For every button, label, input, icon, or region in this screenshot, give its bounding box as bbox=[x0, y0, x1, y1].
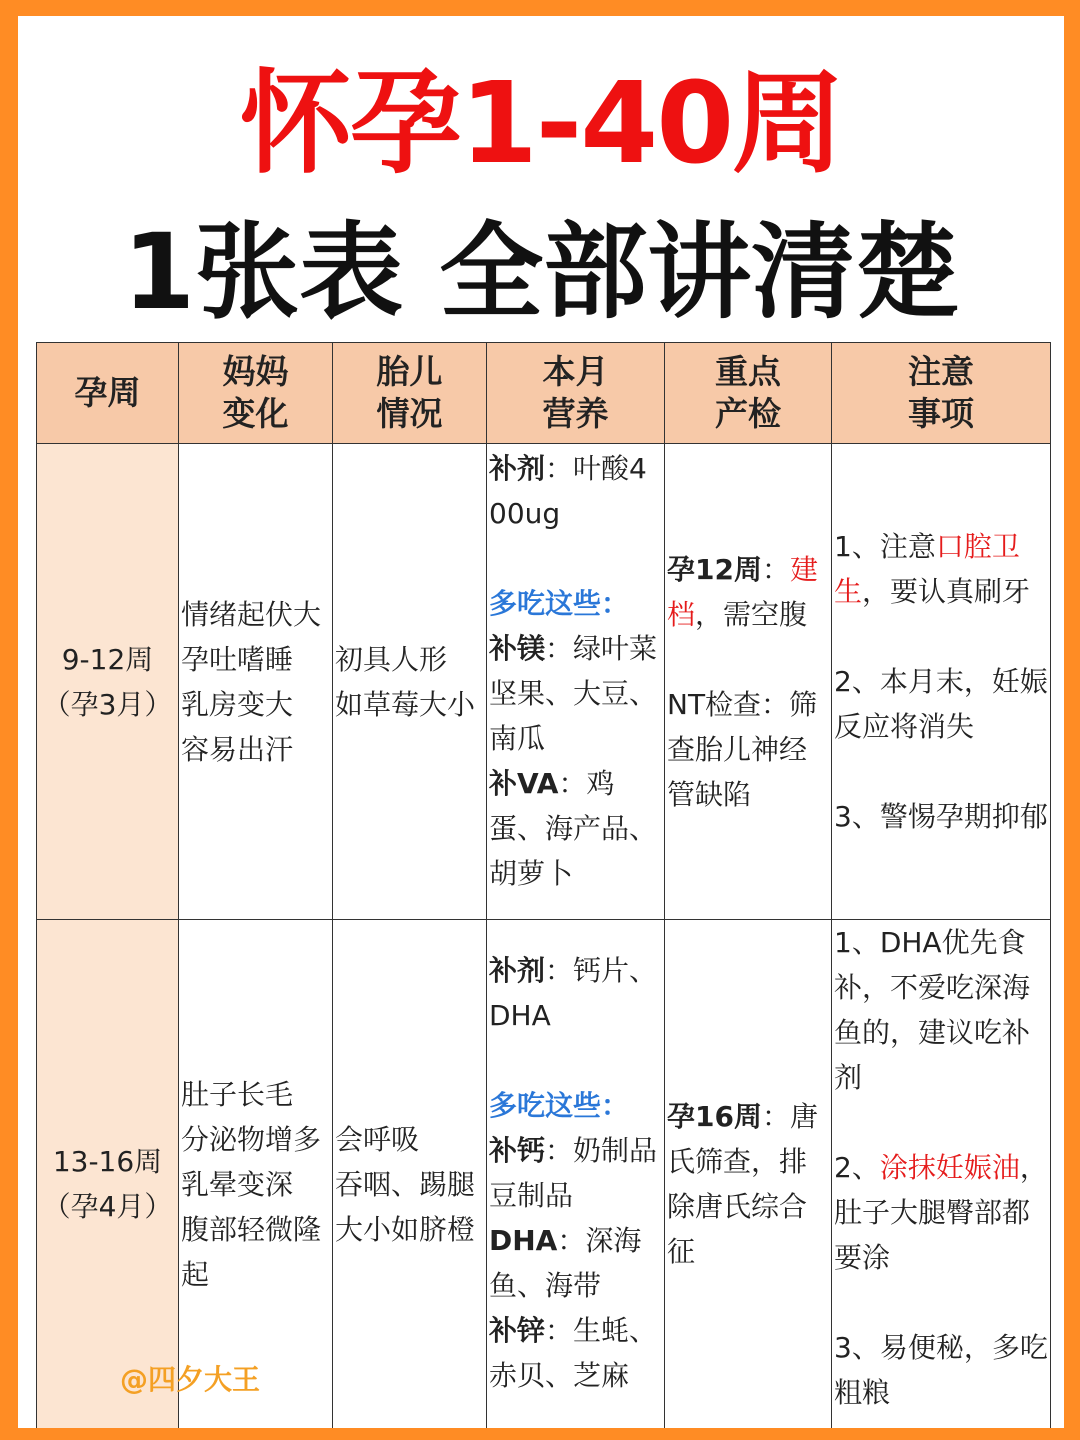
note-item bbox=[834, 524, 1048, 614]
note-text: 3、警惕孕期抑郁 bbox=[834, 800, 1048, 833]
mom-changes-cell: 肚子长毛 分泌物增多 乳晕变深 腹部轻微隆起 bbox=[179, 920, 333, 1429]
supplement-line bbox=[489, 446, 662, 536]
checkup-sep: ： bbox=[761, 552, 790, 586]
baby-status-cell: 会呼吸 吞咽、踢腿 大小如脐橙 bbox=[333, 920, 487, 1429]
nutrient-item bbox=[489, 626, 662, 761]
nutrient-item bbox=[489, 1308, 662, 1398]
note-text: 2、本月末，妊娠反应将消失 bbox=[834, 665, 1048, 743]
baby-status-cell: 初具人形 如草莓大小 bbox=[333, 444, 487, 920]
note-text: 1、注意 bbox=[834, 530, 936, 563]
sub-title: 1张表 全部讲清楚 bbox=[122, 211, 960, 333]
table-row bbox=[37, 920, 1051, 1429]
header-nutrition: 本月 营养 bbox=[487, 343, 665, 444]
nutrient-label: 补镁 bbox=[489, 632, 546, 665]
checkup-cell bbox=[665, 444, 832, 920]
spacer bbox=[834, 1280, 1048, 1325]
nutrient-label: DHA bbox=[489, 1224, 558, 1257]
header-notes: 注意 事项 bbox=[832, 343, 1051, 444]
nutrient-text: ：生蚝、赤贝、芝麻 bbox=[489, 1314, 658, 1392]
checkup-highlight: 建档 bbox=[667, 552, 818, 631]
note-item bbox=[834, 659, 1048, 749]
supplement-text: ：叶酸400ug bbox=[489, 452, 647, 530]
note-text: 3、易便秘，多吃粗粮 bbox=[834, 1331, 1048, 1409]
notes-cell bbox=[832, 444, 1051, 920]
header-baby-status: 胎儿 情况 bbox=[333, 343, 487, 444]
checkup-cell bbox=[665, 920, 832, 1429]
note-item bbox=[834, 920, 1048, 1100]
notes-cell bbox=[832, 920, 1051, 1429]
nutrition-cell bbox=[487, 920, 665, 1429]
note-item bbox=[834, 794, 1048, 839]
header-week: 孕周 bbox=[37, 343, 179, 444]
checkup-line bbox=[667, 547, 829, 637]
main-title: 怀孕1-40周 bbox=[239, 59, 843, 189]
nutrient-label: 补VA bbox=[489, 767, 559, 800]
spacer bbox=[834, 614, 1048, 659]
nutrient-item bbox=[489, 1128, 662, 1218]
eat-more-heading: 多吃这些： bbox=[489, 1089, 630, 1122]
nutrient-label: 补锌 bbox=[489, 1314, 546, 1347]
note-text: ，要认真刷牙 bbox=[862, 575, 1031, 608]
checkup-week-label: 孕16周 bbox=[667, 1100, 762, 1133]
nutrient-item bbox=[489, 761, 662, 896]
nutrition-cell bbox=[487, 444, 665, 920]
nutrient-text: ：绿叶菜坚果、大豆、南瓜 bbox=[489, 632, 658, 755]
checkup-week-label: 孕12周 bbox=[667, 552, 762, 586]
pregnancy-table bbox=[36, 342, 1051, 1428]
table-header-row bbox=[37, 343, 1051, 444]
header-mom-changes: 妈妈 变化 bbox=[179, 343, 333, 444]
nutrient-text: ：深海鱼、海带 bbox=[489, 1224, 642, 1302]
spacer bbox=[667, 637, 829, 682]
spacer bbox=[489, 536, 662, 581]
checkup-rest: ，需空腹 bbox=[695, 597, 808, 631]
spacer bbox=[489, 1038, 662, 1083]
spacer bbox=[834, 1100, 1048, 1145]
supplement-label: 补剂 bbox=[489, 954, 546, 987]
checkup-line bbox=[667, 1094, 829, 1274]
checkup-sep: ： bbox=[761, 1100, 790, 1133]
checkup-extra: NT检查：筛查胎儿神经管缺陷 bbox=[667, 687, 818, 811]
checkup-rest: 唐氏筛查，排除唐氏综合征 bbox=[667, 1100, 818, 1268]
note-text: 1、DHA优先食补，不爱吃深海鱼的，建议吃补剂 bbox=[834, 926, 1031, 1094]
note-item bbox=[834, 1325, 1048, 1415]
supplement-line bbox=[489, 948, 662, 1038]
note-text: ，肚子大腿臀部都要涂 bbox=[834, 1151, 1048, 1274]
note-text: 2、 bbox=[834, 1151, 880, 1184]
week-cell: 13-16周 （孕4月） bbox=[37, 920, 179, 1429]
note-highlight: 口腔卫生 bbox=[834, 530, 1020, 608]
nutrient-item bbox=[489, 1218, 662, 1308]
note-highlight: 涂抹妊娠油 bbox=[879, 1151, 1020, 1184]
week-cell: 9-12周 （孕3月） bbox=[37, 444, 179, 920]
spacer bbox=[834, 749, 1048, 794]
supplement-label: 补剂 bbox=[489, 452, 546, 485]
header-checkup: 重点 产检 bbox=[665, 343, 832, 444]
author-watermark: @四夕大王 bbox=[120, 1363, 261, 1396]
nutrient-text: ：奶制品豆制品 bbox=[489, 1134, 658, 1212]
nutrient-text: ：鸡蛋、海产品、胡萝卜 bbox=[489, 767, 658, 890]
mom-changes-cell: 情绪起伏大 孕吐嗜睡 乳房变大 容易出汗 bbox=[179, 444, 333, 920]
poster-sheet bbox=[18, 16, 1064, 1428]
eat-more-heading: 多吃这些： bbox=[489, 587, 630, 620]
nutrient-label: 补钙 bbox=[489, 1134, 546, 1167]
note-item bbox=[834, 1145, 1048, 1280]
table-row bbox=[37, 444, 1051, 920]
supplement-text: ：钙片、DHA bbox=[489, 954, 658, 1032]
